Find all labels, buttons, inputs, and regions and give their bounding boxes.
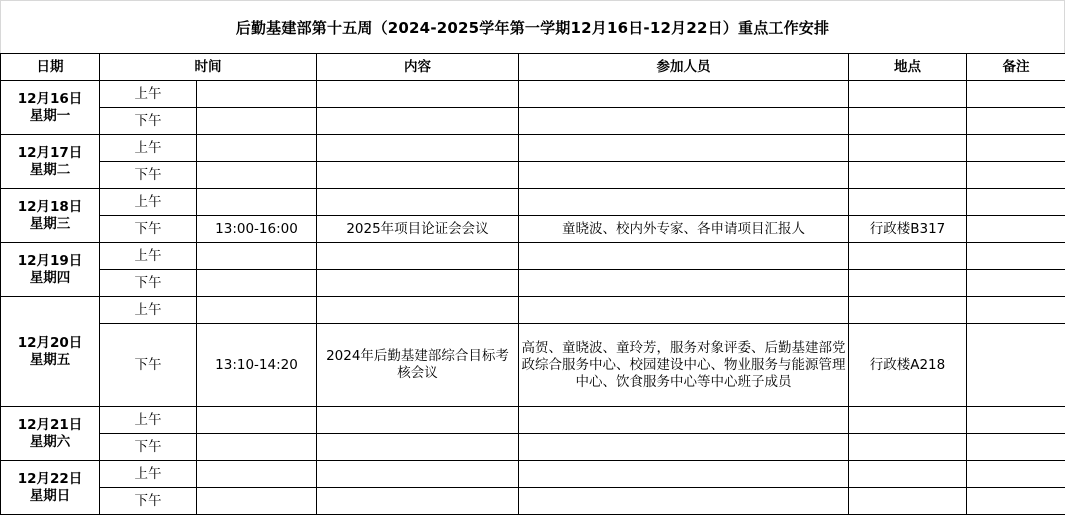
- table-row: [1, 135, 1065, 162]
- event-time: 13:00-16:00: [197, 216, 317, 243]
- remarks-cell: [967, 189, 1065, 216]
- people-cell: [519, 270, 849, 297]
- table-row: [1, 162, 1065, 189]
- period-am: 上午: [100, 81, 197, 108]
- table-row: [1, 407, 1065, 434]
- location-cell: [849, 135, 967, 162]
- date-cell: [1, 461, 100, 515]
- remarks-cell: [967, 270, 1065, 297]
- period-am: 上午: [100, 407, 197, 434]
- time-cell: [197, 162, 317, 189]
- content-cell: [317, 243, 519, 270]
- header-row: [1, 54, 1065, 81]
- location-cell: [849, 461, 967, 488]
- content-cell: [317, 162, 519, 189]
- remarks-cell: [967, 81, 1065, 108]
- table-row: [1, 270, 1065, 297]
- location-cell: [849, 243, 967, 270]
- remarks-cell: [967, 243, 1065, 270]
- table-row: [1, 434, 1065, 461]
- time-cell: [197, 461, 317, 488]
- time-cell: [197, 407, 317, 434]
- weekday-label: 星期三: [29, 215, 71, 232]
- location-cell: [849, 108, 967, 135]
- content-cell: [317, 189, 519, 216]
- period-pm: 下午: [100, 488, 197, 515]
- time-cell: [197, 488, 317, 515]
- event-people: 高贺、童晓波、童玲芳，服务对象评委、后勤基建部党政综合服务中心、校园建设中心、物业服务与能源管理中心、饮食服务中心等中心班子成员: [519, 324, 849, 407]
- people-cell: [519, 297, 849, 324]
- remarks-cell: [967, 135, 1065, 162]
- people-cell: [519, 81, 849, 108]
- location-cell: [849, 488, 967, 515]
- time-cell: [197, 270, 317, 297]
- remarks-cell: [967, 407, 1065, 434]
- period-pm: 下午: [100, 434, 197, 461]
- header-people: 参加人员: [519, 54, 849, 81]
- weekday-label: 星期六: [29, 433, 71, 450]
- date-cell: [1, 81, 100, 135]
- location-cell: [849, 407, 967, 434]
- table-row: [1, 243, 1065, 270]
- content-cell: [317, 108, 519, 135]
- event-content: 2024年后勤基建部综合目标考核会议: [317, 324, 519, 407]
- date-cell: [1, 407, 100, 461]
- content-cell: [317, 434, 519, 461]
- weekday-label: 星期五: [29, 351, 71, 368]
- people-cell: [519, 135, 849, 162]
- header-location: 地点: [849, 54, 967, 81]
- content-cell: [317, 488, 519, 515]
- event-location: 行政楼A218: [849, 324, 967, 407]
- period-am: 上午: [100, 135, 197, 162]
- header-date: 日期: [1, 54, 100, 81]
- date-cell: [1, 297, 100, 407]
- table-row: [1, 189, 1065, 216]
- remarks-cell: [967, 434, 1065, 461]
- date-label: 12月17日: [17, 144, 83, 161]
- location-cell: [849, 162, 967, 189]
- event-time: 13:10-14:20: [197, 324, 317, 407]
- location-cell: [849, 270, 967, 297]
- date-cell: [1, 243, 100, 297]
- remarks-cell: [967, 108, 1065, 135]
- weekday-label: 星期二: [29, 161, 71, 178]
- table-row: [1, 488, 1065, 515]
- date-label: 12月22日: [17, 470, 83, 487]
- date-label: 12月16日: [17, 90, 83, 107]
- people-cell: [519, 108, 849, 135]
- period-pm: 下午: [100, 270, 197, 297]
- people-cell: [519, 243, 849, 270]
- table-row: [1, 108, 1065, 135]
- date-label: 12月20日: [17, 334, 83, 351]
- weekday-label: 星期日: [29, 487, 71, 504]
- date-cell: [1, 189, 100, 243]
- remarks-cell: [967, 324, 1065, 407]
- people-cell: [519, 189, 849, 216]
- date-cell: [1, 135, 100, 189]
- remarks-cell: [967, 216, 1065, 243]
- time-cell: [197, 189, 317, 216]
- people-cell: [519, 407, 849, 434]
- header-time: 时间: [100, 54, 317, 81]
- date-label: 12月21日: [17, 416, 83, 433]
- period-am: 上午: [100, 189, 197, 216]
- content-cell: [317, 135, 519, 162]
- event-people: 童晓波、校内外专家、各申请项目汇报人: [519, 216, 849, 243]
- period-am: 上午: [100, 297, 197, 324]
- time-cell: [197, 434, 317, 461]
- time-cell: [197, 297, 317, 324]
- period-pm: 下午: [100, 108, 197, 135]
- remarks-cell: [967, 488, 1065, 515]
- period-am: 上午: [100, 243, 197, 270]
- table-row: [1, 461, 1065, 488]
- time-cell: [197, 81, 317, 108]
- remarks-cell: [967, 162, 1065, 189]
- location-cell: [849, 297, 967, 324]
- period-pm: 下午: [100, 324, 197, 407]
- location-cell: [849, 81, 967, 108]
- date-label: 12月19日: [17, 252, 83, 269]
- period-am: 上午: [100, 461, 197, 488]
- content-cell: [317, 407, 519, 434]
- header-remarks: 备注: [967, 54, 1065, 81]
- page-title: 后勤基建部第十五周（2024-2025学年第一学期12月16日-12月22日）重点工作安排: [0, 0, 1065, 53]
- people-cell: [519, 461, 849, 488]
- event-content: 2025年项目论证会会议: [317, 216, 519, 243]
- weekday-label: 星期一: [29, 107, 71, 124]
- time-cell: [197, 108, 317, 135]
- remarks-cell: [967, 461, 1065, 488]
- header-content: 内容: [317, 54, 519, 81]
- date-label: 12月18日: [17, 198, 83, 215]
- weekday-label: 星期四: [29, 269, 71, 286]
- period-pm: 下午: [100, 162, 197, 189]
- event-location: 行政楼B317: [849, 216, 967, 243]
- location-cell: [849, 434, 967, 461]
- people-cell: [519, 434, 849, 461]
- table-row: [1, 216, 1065, 243]
- table-row: [1, 81, 1065, 108]
- time-cell: [197, 135, 317, 162]
- people-cell: [519, 488, 849, 515]
- content-cell: [317, 81, 519, 108]
- content-cell: [317, 270, 519, 297]
- time-cell: [197, 243, 317, 270]
- remarks-cell: [967, 297, 1065, 324]
- period-pm: 下午: [100, 216, 197, 243]
- content-cell: [317, 297, 519, 324]
- table-row: [1, 297, 1065, 324]
- content-cell: [317, 461, 519, 488]
- location-cell: [849, 189, 967, 216]
- schedule-table: [0, 53, 1065, 515]
- people-cell: [519, 162, 849, 189]
- table-row: [1, 324, 1065, 407]
